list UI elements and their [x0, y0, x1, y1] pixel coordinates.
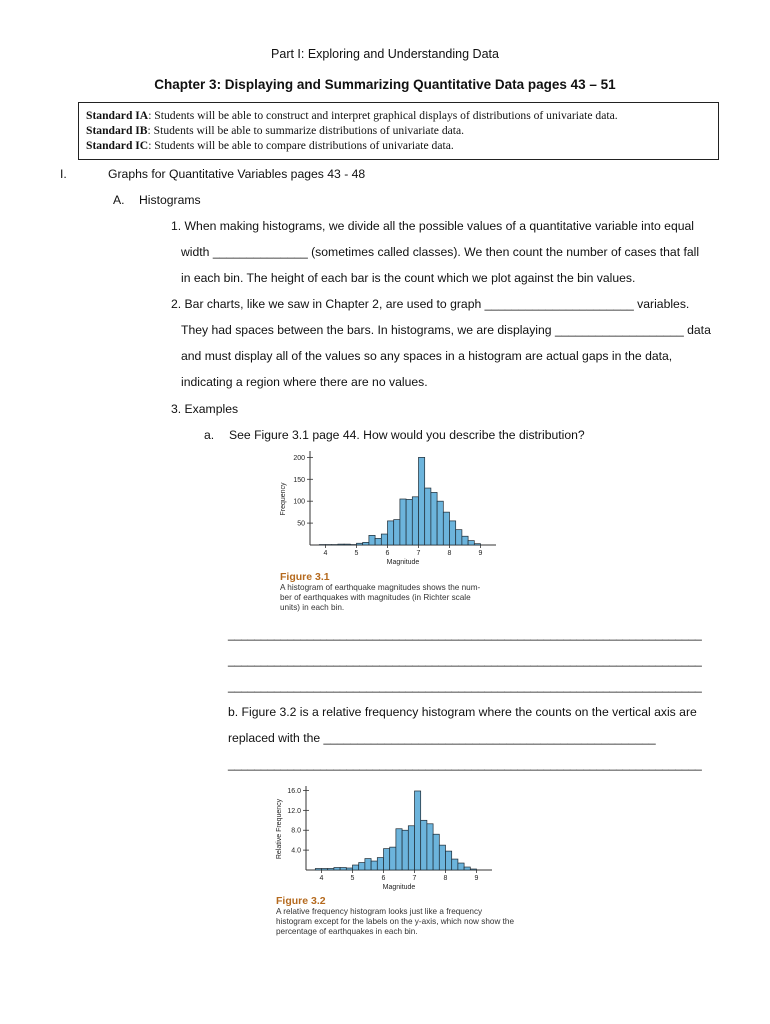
histogram-bar: [390, 847, 396, 870]
figure-caption: A relative frequency histogram looks just like a frequency histogram except for the labels on the y-axis, which now show the percentage of earthquakes in each bin.: [276, 907, 515, 936]
x-tick-label: 4: [323, 550, 328, 557]
histogram-bar: [322, 869, 328, 870]
x-axis-label: Magnitude: [386, 559, 420, 566]
x-tick-label: 9: [478, 550, 483, 557]
subsection-title: Histograms: [139, 193, 201, 207]
histogram-bar: [346, 868, 352, 870]
histogram-bar: [462, 536, 468, 545]
histogram-bar: [365, 859, 371, 870]
standard-text: : Students will be able to construct and interpret graphical displays of distributions of univariate data.: [148, 109, 618, 122]
y-tick-label: 4.0: [291, 847, 301, 855]
histogram-bar: [415, 791, 421, 870]
histogram-bar: [464, 867, 470, 870]
histogram-bar: [421, 820, 427, 870]
histogram-bar: [394, 520, 400, 545]
y-tick-label: 8.0: [291, 827, 301, 835]
x-tick-label: 6: [385, 550, 390, 557]
histogram-bar: [353, 865, 359, 870]
histogram-bar: [377, 858, 383, 870]
histogram-bar: [340, 868, 346, 870]
x-tick-label: 7: [416, 550, 421, 557]
x-tick-label: 5: [350, 875, 355, 882]
histogram-bar: [431, 492, 437, 545]
x-tick-label: 8: [443, 875, 448, 882]
histogram-chart-1: [272, 447, 512, 575]
histogram-bar: [474, 544, 480, 545]
histogram-bar: [371, 861, 377, 870]
x-tick-label: 4: [319, 875, 324, 882]
figure-3-2: [268, 781, 518, 936]
histogram-bar: [338, 544, 344, 545]
section-title: Graphs for Quantitative Variables pages 43 - 48: [108, 167, 366, 181]
standard-label: Standard IA: [86, 109, 149, 122]
histogram-bar: [359, 863, 365, 870]
x-tick-label: 6: [381, 875, 386, 882]
standard-label: Standard IC: [86, 139, 149, 152]
histogram-bar: [396, 829, 402, 870]
histogram-bar: [334, 868, 340, 870]
y-tick-label: 12.0: [287, 807, 301, 815]
histogram-bar: [446, 851, 452, 870]
item1-line2: width ______________ (sometimes called classes). We then count the number of cases that fall: [181, 245, 700, 259]
x-tick-label: 5: [354, 550, 359, 557]
x-tick-label: 9: [474, 875, 479, 882]
histogram-bar: [375, 538, 381, 545]
answer-line-2: ________________________________________________________________________: [228, 653, 702, 667]
item-a-text: See Figure 3.1 page 44. How would you describe the distribution?: [229, 428, 585, 442]
figure-title: Figure 3.1: [280, 571, 330, 583]
histogram-bar: [439, 845, 445, 870]
item2-line3: and must display all of the values so any spaces in a histogram are actual gaps in the data,: [181, 349, 673, 363]
histogram-bar: [357, 543, 363, 545]
item2-line2: They had spaces between the bars. In histograms, we are displaying ___________________ data: [181, 323, 711, 337]
histogram-bar: [406, 499, 412, 545]
histogram-bar: [452, 859, 458, 870]
item-b-text: b. Figure 3.2 is a relative frequency histogram where the counts on the vertical axis are: [228, 705, 697, 719]
histogram-bar: [470, 869, 476, 870]
figure-title: Figure 3.2: [276, 895, 326, 907]
histogram-bar: [443, 512, 449, 545]
item3-label: 3. Examples: [171, 402, 239, 416]
y-tick-label: 16.0: [287, 787, 301, 795]
standard-text: : Students will be able to summarize distributions of univariate data.: [147, 124, 465, 137]
standard-ib: [86, 123, 711, 138]
standard-text: : Students will be able to compare distributions of univariate data.: [148, 139, 454, 152]
figure-caption: A histogram of earthquake magnitudes shows the num-ber of earthquakes with magnitudes (in Richter scale units) in each bin.: [280, 583, 481, 612]
histogram-bar: [369, 535, 375, 545]
y-axis-label: Frequency: [280, 482, 287, 516]
histogram-bar: [315, 869, 321, 870]
y-tick-label: 50: [297, 520, 305, 528]
y-axis-label: Relative Frequency: [276, 798, 283, 860]
standards-box: [78, 102, 719, 160]
histogram-bar: [388, 521, 394, 545]
histogram-bar: [419, 457, 425, 545]
chapter-title: Chapter 3: Displaying and Summarizing Quantitative Data pages 43 – 51: [154, 77, 616, 92]
answer-line-3: ________________________________________________________________________: [228, 679, 702, 693]
histogram-bar: [468, 541, 474, 545]
x-tick-label: 7: [412, 875, 417, 882]
histogram-bar: [450, 521, 456, 545]
item2-line1: 2. Bar charts, like we saw in Chapter 2, are used to graph ______________________ variables.: [171, 297, 690, 311]
item-b-text-2: replaced with the _________________________________________________: [228, 731, 656, 745]
histogram-chart-2: [268, 781, 518, 897]
figure-3-1: [272, 447, 512, 613]
histogram-bar: [427, 824, 433, 870]
standard-label: Standard IB: [86, 124, 148, 137]
standard-ic: [86, 138, 711, 153]
histogram-bar: [381, 534, 387, 545]
answer-line-1: ________________________________________________________________________: [228, 627, 702, 641]
histogram-bar: [433, 834, 439, 870]
histogram-bar: [425, 488, 431, 545]
histogram-bar: [408, 826, 414, 870]
histogram-bar: [328, 869, 334, 870]
histogram-bar: [402, 830, 408, 870]
x-axis-label: Magnitude: [382, 884, 416, 891]
histogram-bar: [458, 863, 464, 870]
histogram-bar: [437, 501, 443, 545]
x-tick-label: 8: [447, 550, 452, 557]
subsection-letter: A.: [113, 193, 125, 207]
histogram-bar: [344, 544, 350, 545]
item-a-letter: a.: [204, 428, 215, 442]
item1-line1: 1. When making histograms, we divide all the possible values of a quantitative variable into equal: [171, 219, 695, 233]
section-number: I.: [60, 167, 67, 181]
item1-line3: in each bin. The height of each bar is the count which we plot against the bin values.: [181, 271, 636, 285]
histogram-bar: [363, 542, 369, 545]
item-b-answer-line: ________________________________________________________________________: [228, 757, 702, 771]
y-tick-label: 100: [293, 498, 305, 506]
histogram-bar: [456, 530, 462, 545]
histogram-bar: [400, 499, 406, 545]
histogram-bar: [412, 497, 418, 545]
item2-line4: indicating a region where there are no values.: [181, 375, 428, 389]
y-tick-label: 200: [293, 454, 305, 462]
standard-ia: [86, 108, 711, 123]
histogram-bar: [384, 849, 390, 870]
y-tick-label: 150: [293, 476, 305, 484]
page-header: Part I: Exploring and Understanding Data: [271, 47, 499, 61]
